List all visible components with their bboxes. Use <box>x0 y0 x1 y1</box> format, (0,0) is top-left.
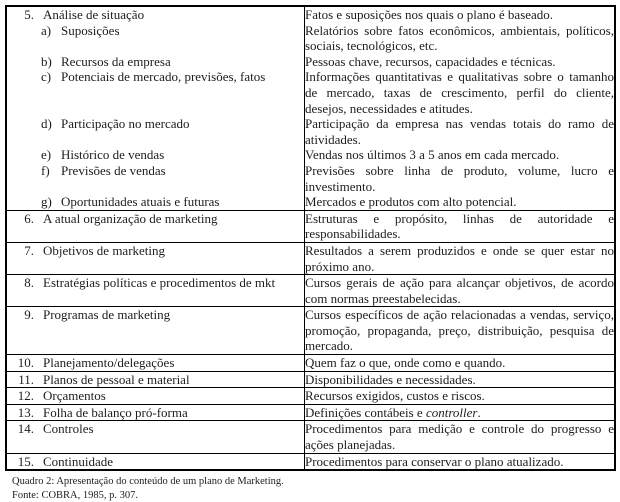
description-text: . <box>477 404 481 420</box>
caption-title: Quadro 2: Apresentação do conteúdo de um plano de Marketing. <box>12 476 284 488</box>
item-description: Recursos exigidos, custos e riscos. <box>305 388 616 405</box>
item-letter: e) <box>41 147 52 163</box>
item-description: Pessoas chave, recursos, capacidades e técnicas. <box>305 53 556 69</box>
item-description: Previsões sobre linha de produto, volume, lucro e investimento. <box>305 162 614 194</box>
item-description: Mercados e produtos com alto potencial. <box>305 194 517 210</box>
row-item-11 <box>6 371 615 388</box>
table-body <box>6 6 615 470</box>
row-item-10 <box>6 355 615 372</box>
item-label: Planos de pessoal e material <box>43 371 190 387</box>
item-number: 7. <box>24 242 34 258</box>
row-item-5 <box>6 6 615 23</box>
marketing-plan-table <box>5 5 616 471</box>
row-sub-c <box>6 69 615 116</box>
item-label: Objetivos de marketing <box>43 242 166 258</box>
item-label: Recursos da empresa <box>61 53 171 69</box>
row-item-14 <box>6 421 615 453</box>
item-description: Estruturas e propósito, linhas de autoridade e responsabilidades. <box>305 210 614 242</box>
item-description: Vendas nos últimos 3 a 5 anos em cada mercado. <box>305 147 560 163</box>
item-letter: d) <box>41 116 52 132</box>
item-label: Orçamentos <box>43 388 106 404</box>
item-letter: f) <box>41 162 50 178</box>
item-label: Continuidade <box>43 453 114 469</box>
item-number: 11. <box>18 371 34 387</box>
item-label: Histórico de vendas <box>61 147 165 163</box>
item-number: 13. <box>17 404 34 420</box>
item-number: 8. <box>24 275 34 291</box>
row-sub-g <box>6 194 615 210</box>
row-item-6 <box>6 210 615 242</box>
item-label: Participação no mercado <box>61 116 190 132</box>
row-sub-d <box>6 116 615 147</box>
item-label: Estratégias políticas e procedimentos de mkt <box>43 275 276 291</box>
row-sub-a <box>6 23 615 54</box>
caption-source: Fonte: COBRA, 1985, p. 307. <box>12 489 139 501</box>
row-item-12 <box>6 388 615 405</box>
item-number: 10. <box>17 355 34 371</box>
item-label: Controles <box>43 421 94 437</box>
row-sub-b <box>6 54 615 70</box>
row-item-9 <box>6 307 615 355</box>
row-item-7 <box>6 242 615 274</box>
item-label: Suposições <box>61 22 120 38</box>
item-label: Planejamento/delegações <box>43 355 175 371</box>
item-description: Resultados a serem produzidos e onde se quer estar no próximo ano. <box>305 242 614 274</box>
item-description: Relatórios sobre fatos econômicos, ambientais, políticos, sociais, tecnológicos, etc. <box>305 22 614 54</box>
item-label: Potenciais de mercado, previsões, fatos <box>61 69 266 85</box>
table-caption <box>12 475 617 502</box>
item-number: 9. <box>24 307 34 323</box>
item-label: Análise de situação <box>43 7 145 22</box>
row-sub-e <box>6 147 615 163</box>
item-description: Quem faz o que, onde como e quando. <box>305 355 616 372</box>
item-letter: c) <box>41 69 52 85</box>
item-description: Fatos e suposições nos quais o plano é baseado. <box>305 7 554 22</box>
item-label: Folha de balanço pró-forma <box>43 404 188 420</box>
description-text: Definições contábeis e <box>305 404 426 420</box>
item-description <box>305 404 616 421</box>
row-item-15 <box>6 453 615 470</box>
item-letter: a) <box>41 22 52 38</box>
item-description: Participação da empresa nas vendas totais do ramo de atividades. <box>305 116 614 147</box>
row-item-8 <box>6 275 615 307</box>
description-italic-term: controller <box>425 404 478 420</box>
item-number: 5. <box>24 7 34 22</box>
item-letter: g) <box>41 194 52 210</box>
item-label: Programas de marketing <box>43 307 171 323</box>
item-description: Disponibilidades e necessidades. <box>305 371 616 388</box>
item-number: 14. <box>17 421 34 437</box>
item-description: Procedimentos para conservar o plano atualizado. <box>305 453 616 470</box>
item-number: 15. <box>17 453 34 469</box>
row-sub-f <box>6 163 615 194</box>
item-number: 6. <box>24 210 34 226</box>
item-description: Procedimentos para medição e controle do progresso e ações planejadas. <box>305 421 614 453</box>
item-description: Informações quantitativas e qualitativas sobre o tamanho de mercado, taxas de crescimento, perfil do cliente, desejos, necessidades e atitudes. <box>305 69 614 116</box>
item-label: A atual organização de marketing <box>43 210 218 226</box>
item-description: Cursos específicos de ação relacionadas a vendas, serviço, promoção, propaganda, preço, distribuição, pesquisa de mercado. <box>305 307 614 354</box>
item-number: 12. <box>17 388 34 404</box>
item-description: Cursos gerais de ação para alcançar objetivos, de acordo com normas preestabelecidas. <box>305 275 614 306</box>
item-letter: b) <box>41 53 52 69</box>
item-label: Oportunidades atuais e futuras <box>61 194 220 210</box>
item-label: Previsões de vendas <box>61 162 166 178</box>
row-item-13 <box>6 404 615 421</box>
